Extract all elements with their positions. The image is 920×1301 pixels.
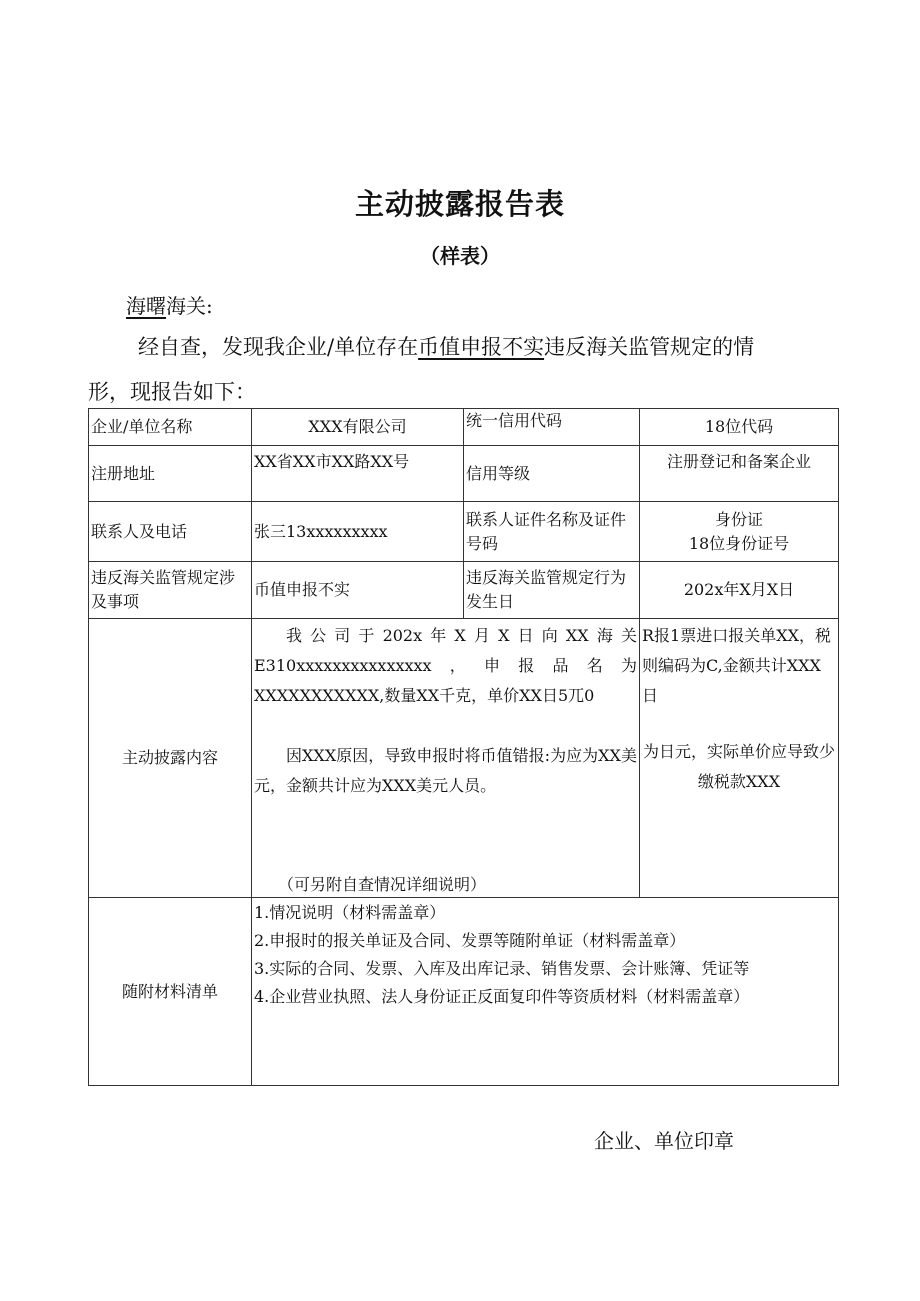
disclosure-paragraph-1: 我公司于202x年X月X日向XX海关E310xxxxxxxxxxxxxxx，申报品名为XXXXXXXXXXX,数量XX千克，单价XX日5兀0 (254, 626, 637, 705)
disclosure-form-table (88, 408, 839, 1086)
company-seal-label: 企业、单位印章 (594, 1129, 734, 1153)
disclosure-paragraph-2: 因XXX原因，导致申报时将币值错报:为应为XX美元，金额共计应为XXX美元人员。 (254, 746, 637, 795)
contact-id-number: 18位身份证号 (688, 533, 790, 553)
intro-after: 违反海关监管规定的情 (544, 335, 755, 359)
disclosure-right-text-1: R报1票进口报关单XX，税则编码为C,金额共计XXX日 (642, 626, 832, 705)
attachments-list (252, 898, 839, 1086)
intro-line-2: 形，现报告如下： (88, 380, 256, 404)
violation-matter-label: 违反海关监管规定涉及事项 (89, 562, 252, 619)
credit-code-label: 统一信用代码 (464, 409, 640, 446)
credit-rating-value: 注册登记和备案企业 (640, 446, 839, 502)
addressee (126, 290, 213, 319)
contact-label: 联系人及电话 (89, 502, 252, 562)
company-name-label: 企业/单位名称 (89, 409, 252, 446)
disclosure-content (252, 619, 640, 898)
disclosure-content-label: 主动披露内容 (89, 619, 252, 898)
addressee-suffix: 海关: (166, 294, 213, 318)
contact-id-type: 身份证 (714, 509, 763, 529)
attachment-item: 3.实际的合同、发票、入库及出库记录、销售发票、会计账簿、凭证等 (254, 959, 750, 978)
registered-address-value: XX省XX市XX路XX号 (252, 446, 464, 502)
document-subtitle: （样表） (420, 244, 500, 268)
contact-id-value (640, 502, 839, 562)
intro-before: 经自查，发现我企业/单位存在 (138, 335, 419, 359)
attachment-item: 1.情况说明（材料需盖章） (254, 903, 446, 922)
company-name-value: XXX有限公司 (252, 409, 464, 446)
registered-address-label: 注册地址 (89, 446, 252, 502)
attachment-item: 2.申报时的报关单证及合同、发票等随附单证（材料需盖章） (254, 931, 686, 950)
disclosure-right-text-2: 为日元，实际单价应导致少缴税款XXX (642, 742, 835, 791)
intro-issue: 币值申报不实 (418, 335, 545, 359)
credit-rating-label: 信用等级 (464, 446, 640, 502)
addressee-customs: 海曙 (126, 294, 166, 318)
violation-date-value: 202x年X月X日 (640, 562, 839, 619)
attachments-label: 随附材料清单 (89, 898, 252, 1086)
intro-line-1 (138, 331, 754, 361)
document-title: 主动披露报告表 (354, 187, 565, 221)
disclosure-content-right (640, 619, 839, 898)
attachment-item: 4.企业营业执照、法人身份证正反面复印件等资质材料（材料需盖章） (254, 987, 750, 1006)
contact-value: 张三13xxxxxxxxx (252, 502, 464, 562)
contact-id-label: 联系人证件名称及证件号码 (464, 502, 640, 562)
violation-matter-value: 币值申报不实 (252, 562, 464, 619)
credit-code-value: 18位代码 (640, 409, 839, 446)
disclosure-note: （可另附自查情况详细说明） (278, 875, 487, 894)
violation-date-label: 违反海关监管规定行为发生日 (464, 562, 640, 619)
